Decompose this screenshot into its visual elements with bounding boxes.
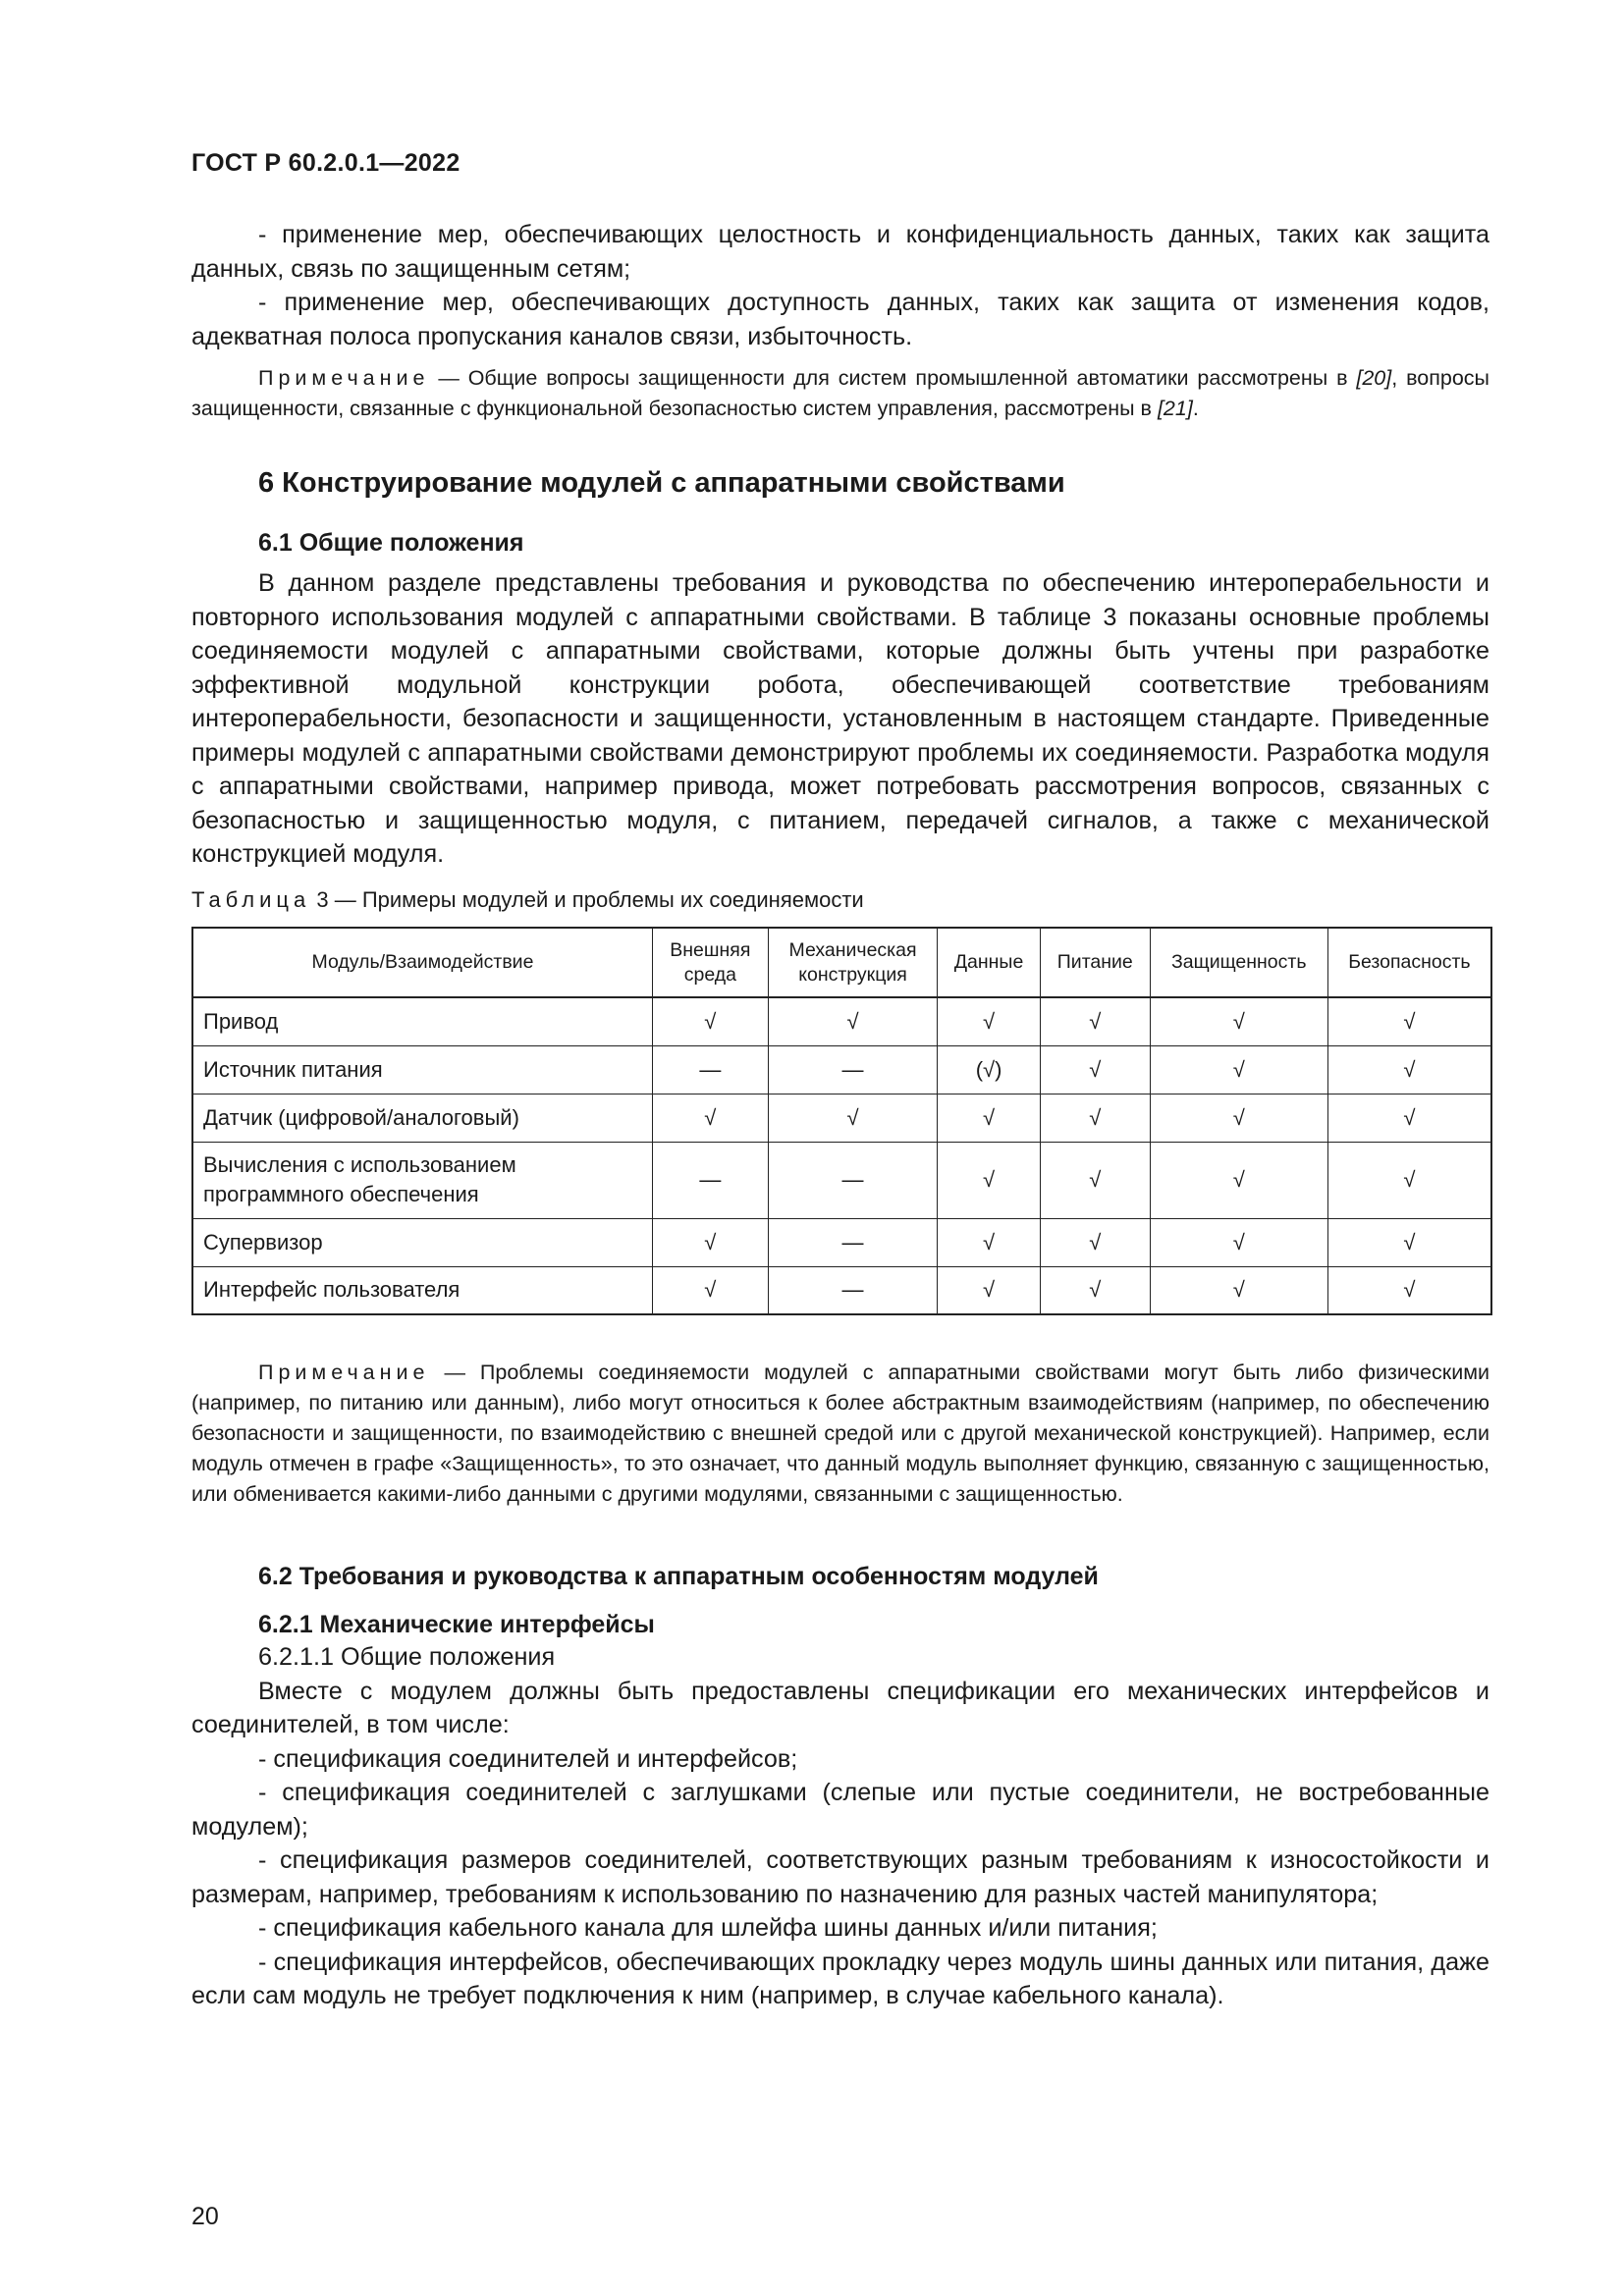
table-note-text: — Проблемы соединяемости модулей с аппаратными свойствами могут быть либо физическими (например, по питанию или данным), либо могут относиться к более абстрактным взаимодействиям (например, по обеспечению безопасности и защищенности, по взаимодействию с внешней средой или с другой механической конструкцией). Например, если модуль отмечен в графе «Защищенность», то это означает, что данный модуль выполняет функцию, связанную с защищенностью, или обменивается какими-либо данными с другими модулями, связанными с защищенностью. bbox=[191, 1361, 1489, 1506]
column-header: Данные bbox=[938, 928, 1040, 997]
section-6-2-body bbox=[191, 1640, 1489, 2013]
table-caption bbox=[191, 887, 864, 913]
column-header: Модуль/Взаимодействие bbox=[192, 928, 652, 997]
table-cell: √ bbox=[1150, 1094, 1327, 1142]
table-cell: √ bbox=[1040, 1142, 1150, 1218]
section-6-2-lead: Вместе с модулем должны быть предоставлены спецификации его механических интерфейсов и соединителей, в том числе: bbox=[191, 1677, 1489, 1738]
table-cell: √ bbox=[1150, 1045, 1327, 1094]
row-label: Вычисления с использованием программного обеспечения bbox=[192, 1142, 652, 1218]
table-caption-label: Таблица bbox=[191, 887, 311, 912]
table-cell: √ bbox=[1150, 1142, 1327, 1218]
table-cell: √ bbox=[768, 997, 938, 1045]
intro-bullet-1: - применение мер, обеспечивающих целостность и конфиденциальность данных, таких как защита данных, связь по защищенным сетям; bbox=[191, 221, 1489, 283]
table-cell: √ bbox=[1327, 1142, 1491, 1218]
section-6-title: 6 Конструирование модулей с аппаратными свойствами bbox=[258, 467, 1065, 499]
row-label: Супервизор bbox=[192, 1218, 652, 1266]
table-cell: √ bbox=[768, 1094, 938, 1142]
note-label: Примечание bbox=[258, 366, 430, 390]
column-header: Питание bbox=[1040, 928, 1150, 997]
table-row bbox=[192, 1266, 1491, 1314]
table-cell: √ bbox=[938, 1266, 1040, 1314]
table-cell: √ bbox=[938, 1094, 1040, 1142]
table-row bbox=[192, 1142, 1491, 1218]
intro-note bbox=[191, 363, 1489, 424]
table-row bbox=[192, 1045, 1491, 1094]
table-cell: √ bbox=[1327, 1045, 1491, 1094]
reference-link-20[interactable]: [20] bbox=[1356, 366, 1392, 390]
column-header: Внешняя среда bbox=[652, 928, 768, 997]
table-cell: √ bbox=[1040, 1266, 1150, 1314]
table-cell: √ bbox=[938, 997, 1040, 1045]
table-cell: √ bbox=[1040, 1094, 1150, 1142]
table-cell: — bbox=[768, 1218, 938, 1266]
table-cell: √ bbox=[1327, 1266, 1491, 1314]
table-row bbox=[192, 997, 1491, 1045]
table-cell: √ bbox=[938, 1142, 1040, 1218]
table-cell: √ bbox=[1040, 1045, 1150, 1094]
row-label: Датчик (цифровой/аналоговый) bbox=[192, 1094, 652, 1142]
modules-table bbox=[191, 927, 1492, 1315]
table-cell: √ bbox=[652, 1266, 768, 1314]
list-item: - спецификация размеров соединителей, соответствующих разным требованиям к износостойкости и размерам, например, требованиям к использованию по назначению для разных частей манипулятора; bbox=[191, 1846, 1489, 1908]
column-header: Защищенность bbox=[1150, 928, 1327, 997]
row-label: Источник питания bbox=[192, 1045, 652, 1094]
page-number: 20 bbox=[191, 2203, 219, 2230]
list-item: - спецификация соединителей с заглушками (слепые или пустые соединители, не востребованные модулем); bbox=[191, 1779, 1489, 1841]
row-label: Привод bbox=[192, 997, 652, 1045]
section-6-1-title: 6.1 Общие положения bbox=[258, 529, 524, 557]
intro-bullet-2: - применение мер, обеспечивающих доступность данных, таких как защита от изменения кодов, адекватная полоса пропускания каналов связи, избыточность. bbox=[191, 289, 1489, 350]
table-cell: √ bbox=[1150, 997, 1327, 1045]
table-cell: √ bbox=[652, 997, 768, 1045]
table-cell: √ bbox=[652, 1218, 768, 1266]
table-cell: — bbox=[768, 1266, 938, 1314]
table-cell: √ bbox=[1040, 997, 1150, 1045]
table-cell: √ bbox=[1327, 1218, 1491, 1266]
table-cell: — bbox=[652, 1142, 768, 1218]
table-cell: √ bbox=[1327, 997, 1491, 1045]
intro-block bbox=[191, 218, 1489, 353]
table-note bbox=[191, 1358, 1489, 1510]
section-6-1-paragraph: В данном разделе представлены требования и руководства по обеспечению интероперабельности и повторного использования модулей с аппаратными свойствами. В таблице 3 показаны основные проблемы соединяемости модулей с аппаратными свойствами, которые должны быть учтены при разработке эффективной модульной конструкции робота, обеспечивающей соответствие требованиям интероперабельности, безопасности и защищенности, установленным в настоящем стандарте. Приведенные примеры модулей с аппаратными свойствами демонстрируют проблемы их соединяемости. Разработка модуля с аппаратными свойствами, например привода, может потребовать рассмотрения вопросов, связанных с безопасностью и защищенностью модуля, с питанием, передачей сигналов, а также с механической конструкцией модуля. bbox=[191, 569, 1489, 868]
section-6-2-1-title: 6.2.1 Механические интерфейсы bbox=[258, 1611, 655, 1638]
list-item: - спецификация соединителей и интерфейсов; bbox=[258, 1744, 798, 1773]
table-cell: √ bbox=[938, 1218, 1040, 1266]
section-6-2-title: 6.2 Требования и руководства к аппаратным особенностям модулей bbox=[258, 1563, 1099, 1590]
column-header: Безопасность bbox=[1327, 928, 1491, 997]
table-cell: √ bbox=[1150, 1266, 1327, 1314]
table-cell: (√) bbox=[938, 1045, 1040, 1094]
list-item: - спецификация интерфейсов, обеспечивающих прокладку через модуль шины данных или питания, даже если сам модуль не требует подключения к ним (например, в случае кабельного канала). bbox=[191, 1948, 1489, 2009]
document-header: ГОСТ Р 60.2.0.1—2022 bbox=[191, 149, 460, 177]
table-cell: √ bbox=[652, 1094, 768, 1142]
column-header: Механическая конструкция bbox=[768, 928, 938, 997]
note-text-b: , вопросы защищенности, связанные с функциональной безопасностью систем управления, рассмотрены в bbox=[191, 366, 1489, 420]
table-header-row bbox=[192, 928, 1491, 997]
table-cell: — bbox=[768, 1142, 938, 1218]
table-note-label: Примечание bbox=[258, 1361, 430, 1384]
note-text-a: — Общие вопросы защищенности для систем промышленной автоматики рассмотрены в bbox=[429, 366, 1357, 390]
table-cell: √ bbox=[1040, 1218, 1150, 1266]
row-label: Интерфейс пользователя bbox=[192, 1266, 652, 1314]
reference-link-21[interactable]: [21] bbox=[1157, 397, 1193, 420]
section-6-1-body bbox=[191, 566, 1489, 872]
table-cell: √ bbox=[1150, 1218, 1327, 1266]
table-caption-text: 3 — Примеры модулей и проблемы их соединяемости bbox=[310, 887, 864, 912]
section-6-2-1-1-title: 6.2.1.1 Общие положения bbox=[258, 1643, 556, 1671]
table-row bbox=[192, 1218, 1491, 1266]
note-text-c: . bbox=[1192, 397, 1199, 420]
table-cell: √ bbox=[1327, 1094, 1491, 1142]
table-cell: — bbox=[652, 1045, 768, 1094]
table-row bbox=[192, 1094, 1491, 1142]
table-cell: — bbox=[768, 1045, 938, 1094]
list-item: - спецификация кабельного канала для шлейфа шины данных и/или питания; bbox=[258, 1914, 1158, 1942]
